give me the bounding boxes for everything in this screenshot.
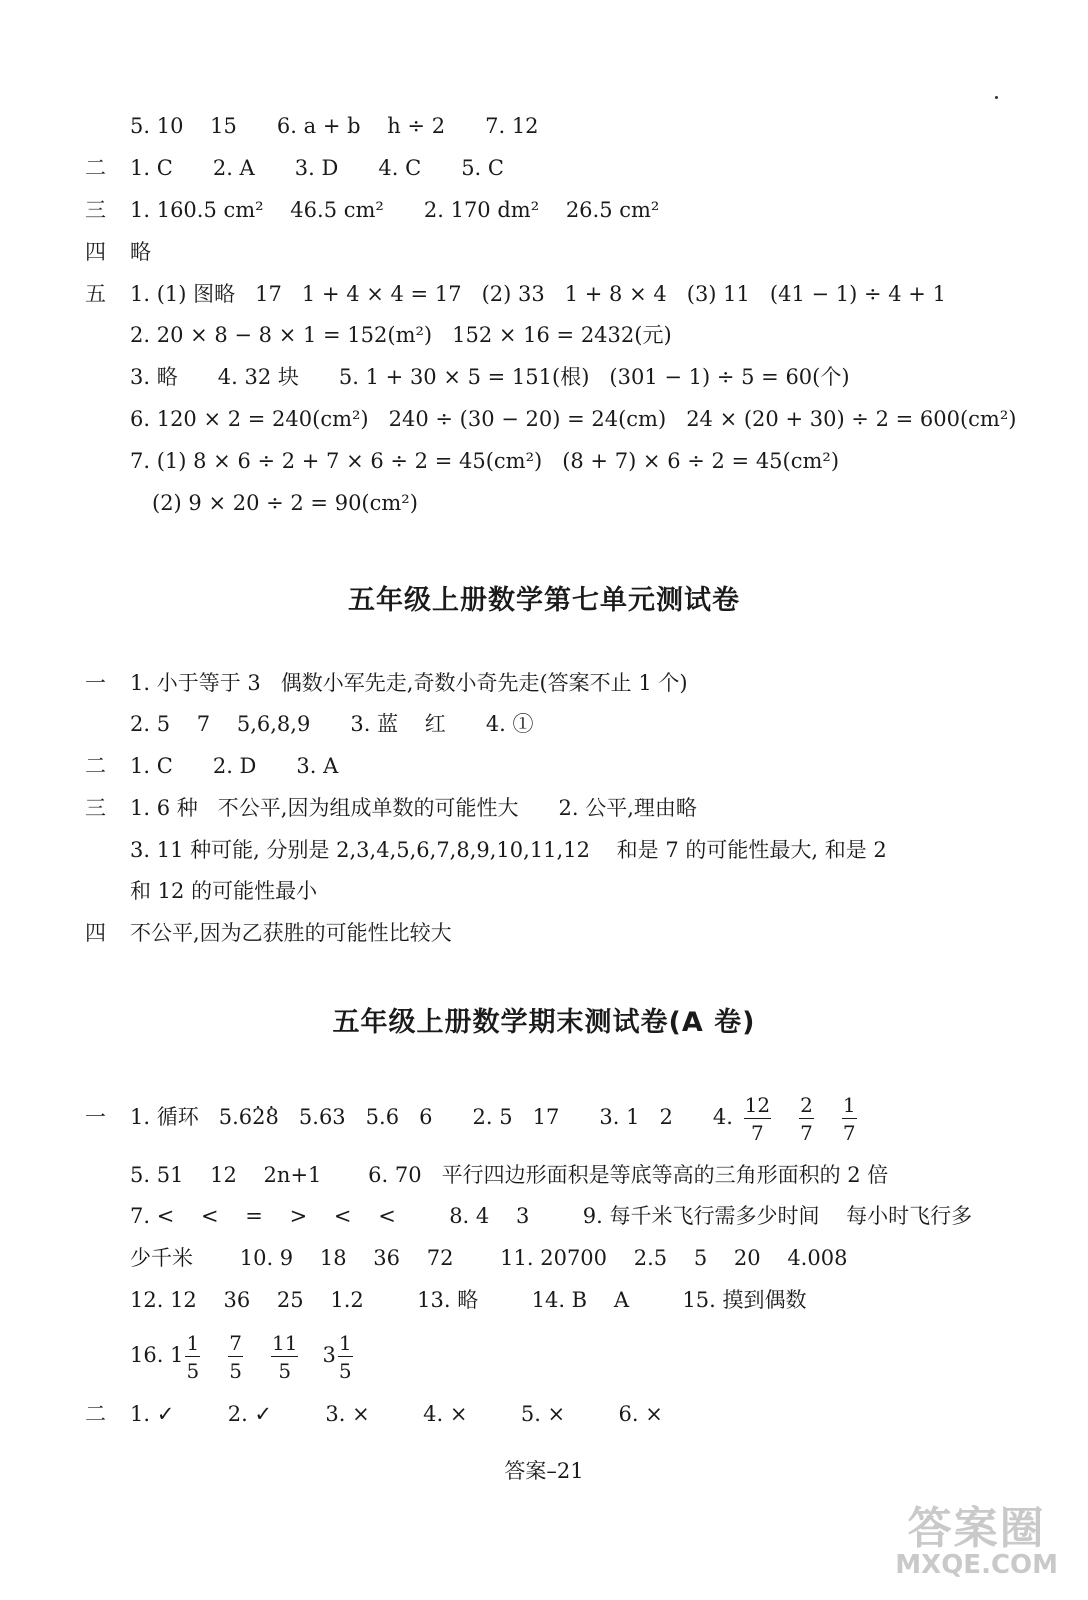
fraction: $\frac{1}{5}$ [338,1330,352,1383]
watermark-logo: 答案圈 MXQE.COM [895,1503,1058,1580]
answer-line: 7. < < = > < < 8. 4 3 9. 每千米飞行需多少时间 每小时飞行多 [130,1204,973,1228]
answer-line: 3. 略 4. 32 块 5. 1 + 30 × 5 = 151(根) (301 − 1) ÷ 5 = 60(个) [130,365,850,389]
section-label: 五 [85,282,106,306]
section-label: 一 [85,671,106,695]
section-title: 五年级上册数学期末测试卷(A 卷) [332,1007,756,1038]
repeating-digit: . 8 5.63 5.6 6 2. 5 17 3. 1 2 4. [266,1090,733,1144]
section-title: 五年级上册数学第七单元测试卷 [348,585,740,616]
repeating-digit: . 2 [252,1090,265,1144]
answer-line: (2) 9 × 20 ÷ 2 = 90(cm²) [152,491,418,515]
section-label: 一 [85,1105,106,1129]
answer-line: 1. ✓ 2. ✓ 3. × 4. × 5. × 6. × [130,1402,663,1426]
answer-line: 2. 20 × 8 − 8 × 1 = 152(m²) 152 × 16 = 2432(元) [130,323,672,347]
stray-dot [995,96,998,99]
fraction: $\frac{7}{5}$ [229,1330,242,1383]
answer-line: 5. 51 12 2n+1 6. 70 平行四边形面积是等底等高的三角形面积的 2 倍 [130,1163,889,1187]
section-label: 四 [85,921,106,945]
fraction: $\frac{1}{7}$ [842,1092,856,1145]
answer-line: 5. 10 15 6. a + b h ÷ 2 7. 12 [130,114,539,138]
answer-line: 1. 小于等于 3 偶数小军先走,奇数小奇先走(答案不止 1 个) [130,671,688,695]
fraction: $\frac{11}{5}$ [271,1330,298,1383]
answer-line-fractions: 16. 1 $\frac{1}{5}$ $\frac{7}{5}$ $\frac{11}{5}$ 3 $\frac{1}{5}$ [130,1330,352,1383]
answer-line: 和 12 的可能性最小 [130,879,318,903]
answer-line: 不公平,因为乙获胜的可能性比较大 [130,921,452,945]
answer-line: 1. C 2. A 3. D 4. C 5. C [130,156,504,180]
answer-line: 2. 5 7 5,6,8,9 3. 蓝 红 4. ① [130,712,534,736]
section-label: 二 [85,754,106,778]
section-label: 二 [85,1402,106,1426]
section-label: 三 [85,796,106,820]
fraction: $\frac{2}{7}$ [800,1092,813,1145]
answer-line: 7. (1) 8 × 6 ÷ 2 + 7 × 6 ÷ 2 = 45(cm²) (8 + 7) × 6 ÷ 2 = 45(cm²) [130,449,840,473]
answer-line: 1. 6 种 不公平,因为组成单数的可能性大 2. 公平,理由略 [130,796,697,820]
page-number: 答案–21 [504,1459,584,1483]
answer-line: 少千米 10. 9 18 36 72 11. 20700 2.5 5 20 4.008 [130,1246,848,1270]
fraction: $\frac{12}{7}$ [744,1092,771,1145]
section-label: 四 [85,240,106,264]
section-label: 二 [85,156,106,180]
answer-line-fractions: 1. 循环 5.6. 2. 8 5.63 5.6 6 2. 5 17 3. 1 2 4. $\frac{12}{7}$ $\frac{2}{7}$ $\frac{1}{7}$ [130,1090,861,1144]
answer-line: 6. 120 × 2 = 240(cm²) 240 ÷ (30 − 20) = 24(cm) 24 × (20 + 30) ÷ 2 = 600(cm²) [130,407,1017,431]
answer-line: 1. (1) 图略 17 1 + 4 × 4 = 17 (2) 33 1 + 8 × 4 (3) 11 (41 − 1) ÷ 4 + 1 [130,282,946,306]
answer-line: 12. 12 36 25 1.2 13. 略 14. B A 15. 摸到偶数 [130,1288,807,1312]
answer-line: 1. C 2. D 3. A [130,754,339,778]
section-label: 三 [85,198,106,222]
answer-line: 略 [130,240,151,264]
answer-line: 1. 160.5 cm² 46.5 cm² 2. 170 dm² 26.5 cm² [130,198,660,222]
fraction: $\frac{1}{5}$ [186,1330,200,1383]
answer-line: 3. 11 种可能, 分别是 2,3,4,5,6,7,8,9,10,11,12 和是 7 的可能性最大, 和是 2 [130,838,887,862]
